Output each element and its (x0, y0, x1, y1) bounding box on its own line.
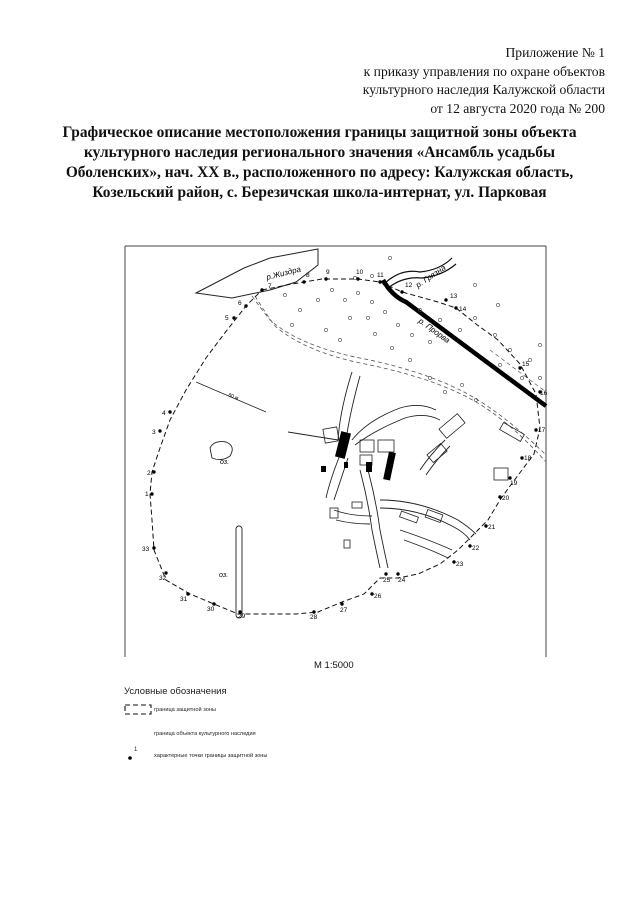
boundary-point-label-18: 18 (524, 455, 532, 462)
boundary-point-label-5: 5 (225, 315, 229, 322)
boundary-point-label-3: 3 (152, 429, 156, 436)
boundary-point-label-12: 12 (405, 282, 413, 289)
boundary-point-label-28: 28 (310, 614, 318, 621)
buildings-heritage (321, 431, 396, 480)
boundary-point-11 (378, 280, 381, 283)
boundary-point-33 (152, 546, 155, 549)
boundary-point-label-22: 22 (472, 545, 480, 552)
road-dashed-south (255, 296, 546, 462)
boundary-point-label-17: 17 (538, 427, 546, 434)
object-boundary-symbol (124, 728, 154, 740)
boundary-point-label-6: 6 (238, 300, 242, 307)
river-gryaznaya-label: р. Грязна (414, 263, 448, 290)
boundary-point-label-31: 31 (180, 596, 188, 603)
boundary-point-7 (260, 288, 263, 291)
boundary-point-label-25: 25 (383, 577, 391, 584)
boundary-point-label-4: 4 (162, 410, 166, 417)
boundary-point-label-26: 26 (374, 593, 382, 600)
boundary-point-label-15: 15 (522, 361, 530, 368)
legend-object-boundary-label: граница объекта культурного наследия (154, 731, 256, 737)
legend-points-label: характерные точки границы защитной зоны (154, 753, 268, 759)
boundary-point-9 (324, 277, 327, 280)
boundary-point-label-27: 27 (340, 607, 348, 614)
boundary-point-label-1: 1 (145, 491, 149, 498)
boundary-point-label-9: 9 (326, 269, 330, 276)
boundary-point-label-32: 32 (159, 575, 167, 582)
boundary-point-label-13: 13 (450, 293, 458, 300)
boundary-point-4 (168, 410, 171, 413)
boundary-point-13 (444, 298, 447, 301)
appendix-region-line: культурного наследия Калужской области (362, 82, 605, 97)
boundary-point-label-14: 14 (459, 306, 467, 313)
boundary-point-24 (396, 572, 399, 575)
title-line-4: Козельский район, с. Березичская школа-интернат, ул. Парковая (92, 184, 547, 201)
pond-lower-label: оз. (219, 572, 229, 579)
boundary-point-25 (384, 572, 387, 575)
appendix-order-line: к приказу управления по охране объектов (363, 63, 605, 79)
pond-lower (236, 526, 242, 618)
boundary-point-label-16: 16 (540, 390, 548, 397)
boundary-point-label-7: 7 (268, 283, 272, 290)
boundary-point-symbol (124, 750, 154, 762)
appendix-number: Приложение № 1 (505, 45, 605, 60)
legend-title: Условные обозначения (124, 686, 227, 697)
boundary-point-label-20: 20 (502, 495, 510, 502)
boundary-point-6 (244, 304, 247, 307)
title-line-3: Оболенских», нач. XX в., расположенного по адресу: Калужская область, (65, 164, 574, 181)
boundary-point-14 (454, 306, 457, 309)
boundary-point-12 (400, 290, 403, 293)
boundary-point-1 (150, 492, 153, 495)
boundary-point-label-8: 8 (306, 272, 310, 279)
boundary-point-27 (340, 602, 343, 605)
boundary-point-5 (232, 316, 235, 319)
boundary-point-8 (302, 280, 305, 283)
boundary-point-10 (356, 277, 359, 280)
boundary-point-label-2: 2 (147, 470, 151, 477)
distance-label: 80 м (227, 392, 240, 402)
river-zhizdra-label: р.Жиздра (265, 264, 302, 282)
title-line-1: Графическое описание местоположения границы защитной зоны объекта (62, 124, 577, 141)
zone-boundary-symbol (124, 704, 154, 716)
boundary-point-label-23: 23 (456, 561, 464, 568)
estate-roads (288, 372, 476, 568)
legend-zone-boundary-label: граница защитной зоны (154, 707, 216, 713)
map-scale: М 1:5000 (314, 660, 354, 671)
boundary-point-label-19: 19 (510, 480, 518, 487)
boundary-point-label-11: 11 (377, 272, 384, 279)
river-prorva-label: р. Прорва (416, 316, 452, 346)
boundary-point-label-29: 29 (238, 613, 246, 620)
title-line-2: культурного наследия регионального значения «Ансамбль усадьбы (83, 144, 555, 161)
river-prorva-line (383, 280, 546, 406)
boundary-point-3 (158, 429, 161, 432)
boundary-point-label-30: 30 (207, 606, 215, 613)
legend-point-marker: 1 (134, 747, 138, 753)
appendix-date-line: от 12 августа 2020 года № 200 (430, 100, 605, 116)
boundary-point-label-21: 21 (488, 524, 496, 531)
boundary-point-2 (152, 470, 155, 473)
pond-upper-label: оз. (220, 459, 230, 466)
boundary-point-label-10: 10 (356, 269, 364, 276)
boundary-point-label-33: 33 (142, 546, 150, 553)
boundary-point-label-24: 24 (398, 577, 406, 584)
pond-upper (210, 442, 232, 460)
